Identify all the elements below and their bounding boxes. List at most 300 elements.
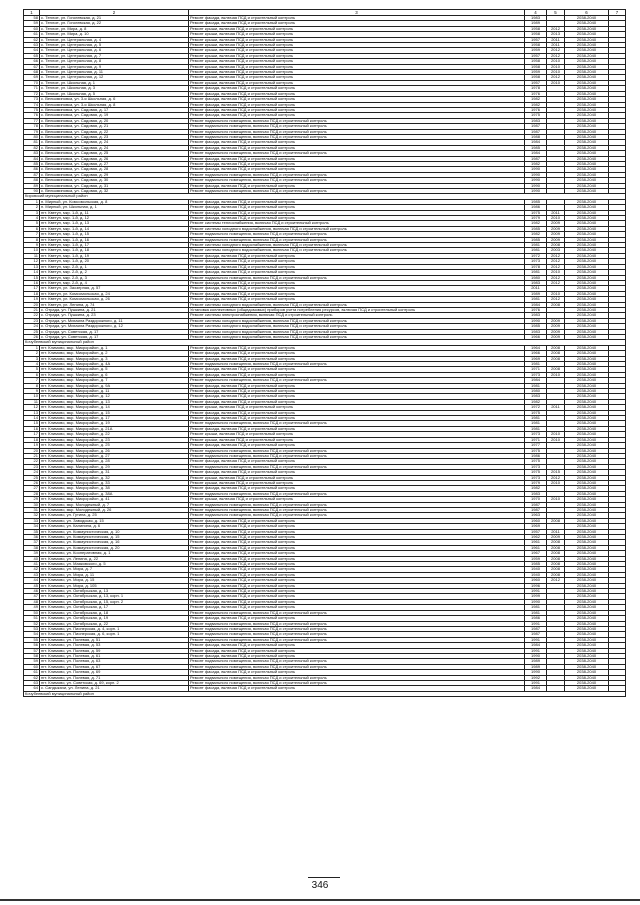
- table-cell: 2010: [547, 270, 565, 275]
- table-cell: Ремонт крыши, включая ПСД и строительный контроль: [189, 64, 525, 69]
- table-cell: 2: [24, 351, 40, 356]
- table-cell: пгт. Климово, мкр. Молодежный, д. 26: [40, 507, 189, 512]
- table-cell: 2038-2040: [565, 167, 609, 172]
- table-cell: пгт. Климово, мкр. Микрорайон, д. 26: [40, 448, 189, 453]
- table-cell: 1966: [525, 351, 547, 356]
- table-cell: 2038-2040: [565, 145, 609, 150]
- table-cell: 12: [24, 259, 40, 264]
- table-cell: 1982: [525, 399, 547, 404]
- table-cell: с. Теплое, ул. Центральная, д. 7: [40, 53, 189, 58]
- table-cell: 2038-2040: [565, 507, 609, 512]
- table-cell: с. Вельяминовка, ул. Садовая, д. 32: [40, 189, 189, 194]
- table-cell: 2038-2040: [565, 243, 609, 248]
- table-cell: Ремонт фасада, включая ПСД и строительный контроль: [189, 524, 525, 529]
- table-cell: 1958: [525, 26, 547, 31]
- table-cell: 2038-2040: [565, 502, 609, 507]
- table-cell: 44: [24, 578, 40, 583]
- table-cell: 43: [24, 572, 40, 577]
- table-cell: 2012: [547, 264, 565, 269]
- table-cell: Ремонт фасада, включая ПСД и строительный контроль: [189, 540, 525, 545]
- table-cell: пгт. Кветун, мкр. 1-й, д. 20: [40, 259, 189, 264]
- table-cell: пгт. Климово, ул. Октябрьская, д. 13, корп. 1: [40, 594, 189, 599]
- table-cell: 46: [24, 589, 40, 594]
- table-cell: пгт. Климово, мкр. Микрорайон, д. 1: [40, 345, 189, 350]
- table-row: [24, 632, 626, 637]
- table-cell: пгт. Климово, ул. Коммунистическая, д. 10: [40, 529, 189, 534]
- table-cell: п. Мирный, ул. Комсомольская, д. 8: [40, 199, 189, 204]
- header-cell: 7: [609, 10, 626, 16]
- table-cell: 5: [24, 367, 40, 372]
- table-cell: 1984: [525, 643, 547, 648]
- table-cell: пгт. Климово, ул. Заводская, д. 15: [40, 518, 189, 523]
- table-cell: 2038-2040: [565, 497, 609, 502]
- table-cell: Ремонт крыши, включая ПСД и строительный контроль: [189, 75, 525, 80]
- table-cell: 22: [24, 459, 40, 464]
- table-cell: 26: [24, 334, 40, 339]
- table-cell: 1971: [525, 437, 547, 442]
- table-cell: 2011: [547, 529, 565, 534]
- table-cell: 1990: [525, 599, 547, 604]
- table-cell: 61: [24, 32, 40, 37]
- table-cell: пгт. Климово, ул. Маяковского, д. 5: [40, 562, 189, 567]
- table-cell: Ремонт подвального помещения, включая ПСД и строительный контроль: [189, 129, 525, 134]
- table-cell: Ремонт крыши, включая ПСД и строительный контроль: [189, 53, 525, 58]
- table-cell: 2012: [547, 253, 565, 258]
- table-cell: 54: [24, 632, 40, 637]
- table-cell: пгт. Климово, ул. Пионерская, д. 4, корп. 1: [40, 626, 189, 631]
- table-cell: 1991: [525, 589, 547, 594]
- table-cell: с. Вельяминовка, ул. Садовая, д. 25: [40, 151, 189, 156]
- table-cell: 8: [24, 237, 40, 242]
- table-cell: Ремонт фасада, включая ПСД и строительный контроль: [189, 345, 525, 350]
- table-cell: пгт. Климово, ул. Гутина, д. 25: [40, 513, 189, 518]
- table-cell: 1984: [525, 378, 547, 383]
- table-cell: 1983: [525, 16, 547, 21]
- table-cell: Ремонт подвального помещения, включая ПСД и строительный контроль: [189, 513, 525, 518]
- table-cell: 1985: [525, 145, 547, 150]
- table-cell: с. Вельяминовка, ул. Садовая, д. 31: [40, 183, 189, 188]
- table-cell: пгт. Климово, ул. Пионерская, д. 6, корп. 1: [40, 632, 189, 637]
- table-cell: 26: [24, 480, 40, 485]
- table-cell: 2011: [547, 37, 565, 42]
- table-cell: 1981: [525, 610, 547, 615]
- table-cell: 2038-2040: [565, 264, 609, 269]
- table-cell: пгт. Климово, ул. Мира, д. 11: [40, 572, 189, 577]
- table-cell: 2038-2040: [565, 107, 609, 112]
- header-cell: 2: [40, 10, 189, 16]
- table-cell: 2012: [547, 53, 565, 58]
- table-cell: пгт. Кветун, мкр. 2-й, д. 4: [40, 280, 189, 285]
- table-cell: 10: [24, 248, 40, 253]
- table-cell: Ремонт фасада, включая ПСД и строительный контроль: [189, 616, 525, 621]
- table-cell: 3: [24, 356, 40, 361]
- page-number-rule: [308, 877, 340, 878]
- table-cell: 56: [24, 643, 40, 648]
- table-cell: пгт. Климово, мкр. Микрорайон, д. 38А: [40, 491, 189, 496]
- table-cell: пгт. Климово, ул. Октябрьская, д. 19: [40, 616, 189, 621]
- table-cell: Ремонт фасада, включая ПСД и строительный контроль: [189, 426, 525, 431]
- table-cell: Ремонт фасада, включая ПСД и строительный контроль: [189, 583, 525, 588]
- table-cell: 2038-2040: [565, 405, 609, 410]
- table-cell: 1981: [525, 362, 547, 367]
- table-cell: 1957: [525, 37, 547, 42]
- table-cell: Ремонт фасада, включая ПСД и строительный контроль: [189, 351, 525, 356]
- table-cell: 1959: [525, 70, 547, 75]
- table-cell: 1977: [525, 443, 547, 448]
- table-cell: пгт. Климово, мкр. Микрорайон, д. 22: [40, 432, 189, 437]
- table-cell: 2038-2040: [565, 324, 609, 329]
- table-cell: 29: [24, 497, 40, 502]
- table-cell: 2038-2040: [565, 367, 609, 372]
- table-cell: 2038-2040: [565, 118, 609, 123]
- table-cell: с. Вельяминовка, ул. Садовая, д. 20: [40, 118, 189, 123]
- table-cell: 6: [24, 226, 40, 231]
- table-cell: 24: [24, 470, 40, 475]
- table-cell: 2038-2040: [565, 199, 609, 204]
- table-cell: пгт. Климово, мкр. Микрорайон, д. 41: [40, 497, 189, 502]
- table-cell: пгт. Кветун, ул. Заозерная, д. 57: [40, 286, 189, 291]
- table-cell: 1981: [525, 243, 547, 248]
- table-cell: 2012: [547, 475, 565, 480]
- table-cell: Ремонт фасада, включая ПСД и строительный контроль: [189, 605, 525, 610]
- header-cell: 5: [547, 10, 565, 16]
- table-cell: пгт. Кветун, мкр. 1-й, д. 15: [40, 232, 189, 237]
- table-cell: 23: [24, 318, 40, 323]
- table-cell: Ремонт подвального помещения, включая ПСД и строительный контроль: [189, 464, 525, 469]
- table-cell: 1991: [525, 621, 547, 626]
- table-cell: Ремонт фасада, включая ПСД и строительный контроль: [189, 545, 525, 550]
- table-cell: 1940: [525, 567, 547, 572]
- table-cell: 8: [24, 383, 40, 388]
- table-cell: 7: [24, 378, 40, 383]
- table-cell: с. Вельяминовка, ул. 3-я Школьная, д. 8: [40, 102, 189, 107]
- table-cell: 2013: [547, 32, 565, 37]
- table-cell: 2038-2040: [565, 605, 609, 610]
- table-cell: 1981: [525, 297, 547, 302]
- table-cell: Ремонт фасада, включая ПСД и строительный контроль: [189, 410, 525, 415]
- table-cell: 2038-2040: [565, 432, 609, 437]
- table-cell: пгт. Кветун, ул. Комсомольская, д. 26: [40, 297, 189, 302]
- table-cell: пгт. Климово, ул. Октябрьская, д. 22: [40, 621, 189, 626]
- table-cell: 2038-2040: [565, 329, 609, 334]
- table-cell: 2012: [547, 280, 565, 285]
- table-cell: 1996: [525, 583, 547, 588]
- table-cell: Ремонт фасада, включая ПСД и строительный контроль: [189, 470, 525, 475]
- table-cell: Ремонт фасада, включая ПСД и строительный контроль: [189, 572, 525, 577]
- table-cell: 20: [24, 448, 40, 453]
- table-cell: 1990: [525, 318, 547, 323]
- table-cell: пгт. Климово, мкр. Микрорайон, д. 15: [40, 410, 189, 415]
- table-cell: пгт. Климово, мкр. Микрорайон, д. 21А: [40, 426, 189, 431]
- table-cell: пгт. Кветун, ул. Ленина, д. 74: [40, 302, 189, 307]
- section-title: Кировский муниципальный район: [24, 194, 626, 199]
- table-cell: пгт. Климово, мкр. Микрорайон, д. 13: [40, 399, 189, 404]
- table-cell: пгт. Климово, ул. Полевая, д. 61: [40, 653, 189, 658]
- table-cell: 2038-2040: [565, 275, 609, 280]
- table-cell: пгт. Климово, мкр. Микрорайон, д. 3: [40, 356, 189, 361]
- table-cell: с. Теплое, ул. Центральная, д. 12: [40, 75, 189, 80]
- table-cell: с. Теплое, ул. Центральная, д. 9: [40, 64, 189, 69]
- table-cell: 1991: [525, 680, 547, 685]
- table-cell: Ремонт фасада, включая ПСД и строительный контроль: [189, 416, 525, 421]
- table-cell: 2: [24, 205, 40, 210]
- table-cell: пгт. Климово, мкр. Микрорайон, д. 33: [40, 480, 189, 485]
- table-cell: Ремонт подвального помещения, включая ПСД и строительный контроль: [189, 378, 525, 383]
- table-cell: Ремонт фасада, включая ПСД и строительный контроль: [189, 535, 525, 540]
- table-cell: с. Теплое, ул. Школьная, д. 5: [40, 91, 189, 96]
- table-cell: 21: [24, 307, 40, 312]
- table-cell: пгт. Климово, мкр. Микрорайон, д. 9А: [40, 383, 189, 388]
- table-cell: 2038-2040: [565, 70, 609, 75]
- table-cell: 76: [24, 113, 40, 118]
- table-cell: 63: [24, 43, 40, 48]
- table-cell: 31: [24, 507, 40, 512]
- table-cell: 2012: [547, 75, 565, 80]
- table-cell: 88: [24, 178, 40, 183]
- table-cell: 1989: [525, 291, 547, 296]
- table-cell: 2038-2040: [565, 464, 609, 469]
- table-cell: Ремонт фасада, включая ПСД и строительный контроль: [189, 199, 525, 204]
- table-cell: 2010: [547, 437, 565, 442]
- table-cell: 2010: [547, 59, 565, 64]
- table-cell: 86: [24, 167, 40, 172]
- table-cell: 1985: [525, 562, 547, 567]
- table-cell: 2038-2040: [565, 399, 609, 404]
- table-cell: с. Вельяминовка, ул. Садовая, д. 27: [40, 161, 189, 166]
- table-cell: пгт. Климово, ул. Коммунистическая, д. 20: [40, 545, 189, 550]
- table-cell: 2038-2040: [565, 97, 609, 102]
- table-cell: 58: [24, 653, 40, 658]
- table-cell: Ремонт крыши, включая ПСД и строительный контроль: [189, 497, 525, 502]
- table-cell: пгт. Кветун, мкр. 1-й, д. 14: [40, 226, 189, 231]
- table-cell: 2038-2040: [565, 378, 609, 383]
- table-cell: Ремонт системы холодного водоснабжения, включая ПСД и строительный контроль: [189, 226, 525, 231]
- table-cell: 2038-2040: [565, 394, 609, 399]
- table-cell: 2038-2040: [565, 470, 609, 475]
- table-cell: Ремонт фасада, включая ПСД и строительный контроль: [189, 259, 525, 264]
- section-row: [24, 691, 626, 696]
- table-cell: 58: [24, 16, 40, 21]
- table-cell: 2008: [547, 540, 565, 545]
- table-cell: 2038-2040: [565, 32, 609, 37]
- table-cell: 2038-2040: [565, 443, 609, 448]
- table-cell: с. Вельяминовка, ул. Садовая, д. 22: [40, 129, 189, 134]
- table-cell: 1986: [525, 205, 547, 210]
- table-cell: 1961: [525, 540, 547, 545]
- table-cell: 1975: [525, 470, 547, 475]
- table-cell: 19: [24, 297, 40, 302]
- table-cell: Ремонт подвального помещения, включая ПСД и строительный контроль: [189, 421, 525, 426]
- table-cell: 2008: [547, 572, 565, 577]
- table-cell: Ремонт подвального помещения, включая ПСД и строительный контроль: [189, 151, 525, 156]
- table-cell: 2038-2040: [565, 351, 609, 356]
- table-cell: 2038-2040: [565, 610, 609, 615]
- document-sheet: [23, 9, 619, 697]
- table-cell: 62: [24, 37, 40, 42]
- table-cell: пгт. Климово, мкр. Микрорайон, д. 28: [40, 459, 189, 464]
- table-cell: Ремонт подвального помещения, включая ПСД и строительный контроль: [189, 507, 525, 512]
- table-cell: 2012: [547, 26, 565, 31]
- table-cell: 1990: [525, 172, 547, 177]
- table-cell: 49: [24, 605, 40, 610]
- table-cell: 1990: [525, 189, 547, 194]
- table-cell: пгт. Климово, ул. Кооперативная, д. 1: [40, 551, 189, 556]
- table-cell: 2038-2040: [565, 480, 609, 485]
- table-cell: 2009: [547, 232, 565, 237]
- table-cell: 2038-2040: [565, 545, 609, 550]
- table-cell: 9: [24, 243, 40, 248]
- table-cell: Ремонт крыши, включая ПСД и строительный контроль: [189, 405, 525, 410]
- table-cell: 60: [24, 664, 40, 669]
- table-cell: с. Вельяминовка, ул. Садовая, д. 21: [40, 124, 189, 129]
- table-cell: 1983: [525, 329, 547, 334]
- table-cell: с. Отрада, ул. Михаила Раздорожного, д. 12: [40, 324, 189, 329]
- table-cell: 2012: [547, 578, 565, 583]
- table-cell: 74: [24, 102, 40, 107]
- table-cell: пгт. Климово, мкр. Микрорайон, д. 4А: [40, 362, 189, 367]
- table-cell: 2038-2040: [565, 345, 609, 350]
- table-cell: 2038-2040: [565, 653, 609, 658]
- table-cell: с. Отрада, ул. Пушкина, д. 23: [40, 313, 189, 318]
- table-cell: пгт. Кветун, мкр. 2-й, д. 1: [40, 264, 189, 269]
- table-cell: 83: [24, 151, 40, 156]
- table-cell: пгт. Климово, ул. Калинина, д. 6: [40, 524, 189, 529]
- table-cell: пгт. Климово, ул. Октябрьская, д. 15, корп. 2: [40, 599, 189, 604]
- table-row: [24, 324, 626, 329]
- header-cell: 6: [565, 10, 609, 16]
- table-cell: Ремонт фасада, включая ПСД и строительный контроль: [189, 459, 525, 464]
- header-cell: 4: [525, 10, 547, 16]
- table-cell: пгт. Климово, мкр. Микрорайон, д. 11: [40, 389, 189, 394]
- table-cell: пгт. Климово, ул. Полевая, д. 53: [40, 643, 189, 648]
- table-cell: 2038-2040: [565, 486, 609, 491]
- table-cell: 1973: [525, 432, 547, 437]
- table-cell: Ремонт фасада, включая ПСД и строительный контроль: [189, 562, 525, 567]
- table-cell: 2038-2040: [565, 21, 609, 26]
- table-cell: 14: [24, 416, 40, 421]
- table-cell: п. Мирный, ул. Школьная, д. 1: [40, 205, 189, 210]
- table-cell: Ремонт фасада, включая ПСД и строительный контроль: [189, 399, 525, 404]
- table-cell: 21: [24, 453, 40, 458]
- table-cell: 2008: [547, 556, 565, 561]
- table-cell: 2038-2040: [565, 37, 609, 42]
- table-cell: 34: [24, 524, 40, 529]
- table-cell: 1957: [525, 80, 547, 85]
- table-cell: 2038-2040: [565, 334, 609, 339]
- table-cell: пгт. Климово, мкр. Микрорайон, д. 29: [40, 464, 189, 469]
- table-cell: 1990: [525, 653, 547, 658]
- table-cell: Ремонт фасада, включая ПСД и строительный контроль: [189, 156, 525, 161]
- table-cell: 90: [24, 189, 40, 194]
- table-cell: Ремонт фасада, включая ПСД и строительный контроль: [189, 383, 525, 388]
- table-cell: 81: [24, 140, 40, 145]
- table-cell: 1975: [525, 210, 547, 215]
- table-cell: Ремонт системы теплоснабжения, включая ПСД и строительный контроль: [189, 221, 525, 226]
- table-cell: с. Отрада, ул. Советская, д. 17: [40, 329, 189, 334]
- table-cell: 2009: [547, 535, 565, 540]
- table-cell: с. Теплое, ул. Школьная, д. 3: [40, 86, 189, 91]
- table-cell: 1959: [525, 556, 547, 561]
- table-cell: Ремонт фасада, включая ПСД и строительный контроль: [189, 205, 525, 210]
- table-cell: 2038-2040: [565, 286, 609, 291]
- table-cell: с. Вельяминовка, ул. Садовая, д. 26: [40, 156, 189, 161]
- table-cell: 2038-2040: [565, 540, 609, 545]
- table-cell: Ремонт подвального помещения, включая ПСД и строительный контроль: [189, 621, 525, 626]
- table-cell: 2008: [547, 345, 565, 350]
- table-cell: 84: [24, 156, 40, 161]
- table-cell: 15: [24, 421, 40, 426]
- table-cell: 1984: [525, 302, 547, 307]
- table-cell: пгт. Климово, ул. Октябрьская, д. 17: [40, 605, 189, 610]
- table-cell: 2038-2040: [565, 459, 609, 464]
- table-cell: с. Теплое, ул. Центральная, д. 6: [40, 48, 189, 53]
- table-cell: 1985: [525, 324, 547, 329]
- table-cell: 48: [24, 599, 40, 604]
- table-cell: 2008: [547, 545, 565, 550]
- table-cell: 37: [24, 540, 40, 545]
- table-cell: с. Вельяминовка, ул. Садовая, д. 29: [40, 172, 189, 177]
- table-cell: 2038-2040: [565, 172, 609, 177]
- table-cell: 2038-2040: [565, 210, 609, 215]
- table-cell: 2038-2040: [565, 632, 609, 637]
- table-cell: 1991: [525, 637, 547, 642]
- table-cell: 2038-2040: [565, 216, 609, 221]
- table-cell: 2038-2040: [565, 232, 609, 237]
- table-cell: 1958: [525, 64, 547, 69]
- table-cell: 1958: [525, 43, 547, 48]
- table-cell: 25: [24, 329, 40, 334]
- table-cell: 2038-2040: [565, 75, 609, 80]
- table-cell: 2038-2040: [565, 583, 609, 588]
- table-cell: пгт. Климово, мкр. Микрорайон, д. 17: [40, 416, 189, 421]
- table-cell: Ремонт системы холодного водоснабжения, включая ПСД и строительный контроль: [189, 248, 525, 253]
- table-row: [24, 680, 626, 685]
- table-cell: с. Вельяминовка, ул. Садовая, д. 17: [40, 107, 189, 112]
- table-cell: 2038-2040: [565, 113, 609, 118]
- table-cell: 2010: [547, 480, 565, 485]
- table-cell: 2038-2040: [565, 437, 609, 442]
- table-cell: пгт. Климово, мкр. Микрорайон, д. 23: [40, 437, 189, 442]
- table-cell: с. Теплое, ул. Гоголевская, д. 22: [40, 21, 189, 26]
- table-cell: Ремонт системы холодного водоснабжения, включая ПСД и строительный контроль: [189, 334, 525, 339]
- table-cell: 2038-2040: [565, 226, 609, 231]
- table-cell: 39: [24, 551, 40, 556]
- table-cell: 2038-2040: [565, 129, 609, 134]
- table-cell: 2038-2040: [565, 156, 609, 161]
- table-cell: 1976: [525, 91, 547, 96]
- table-cell: пгт. Кветун, мкр. 2-й, д. 3: [40, 275, 189, 280]
- table-cell: Ремонт фасада, включая ПСД и строительный контроль: [189, 556, 525, 561]
- table-cell: Ремонт фасада, включая ПСД и строительный контроль: [189, 140, 525, 145]
- table-cell: с. Вельяминовка, ул. Садовая, д. 24: [40, 145, 189, 150]
- table-cell: пгт. Климово, ул. Мира, д. 15: [40, 578, 189, 583]
- table-cell: 2038-2040: [565, 48, 609, 53]
- table-cell: 1: [24, 199, 40, 204]
- table-cell: 1976: [525, 107, 547, 112]
- table-cell: Ремонт подвального помещения, включая ПСД и строительный контроль: [189, 675, 525, 680]
- table-cell: пгт. Кветун, мкр. 1-й, д. 16: [40, 237, 189, 242]
- table-cell: пгт. Климово, ул. Полевая, д. 59: [40, 648, 189, 653]
- table-cell: Ремонт подвального помещения, включая ПСД и строительный контроль: [189, 172, 525, 177]
- table-cell: 2038-2040: [565, 529, 609, 534]
- table-cell: Ремонт фасада, включая ПСД и строительный контроль: [189, 280, 525, 285]
- table-cell: 1971: [525, 367, 547, 372]
- table-cell: Ремонт фасада, включая ПСД и строительный контроль: [189, 686, 525, 691]
- table-cell: 55: [24, 637, 40, 642]
- table-cell: Ремонт фасада, включая ПСД и строительный контроль: [189, 107, 525, 112]
- table-cell: Ремонт системы холодного водоснабжения, включая ПСД и строительный контроль: [189, 329, 525, 334]
- table-cell: 1985: [525, 226, 547, 231]
